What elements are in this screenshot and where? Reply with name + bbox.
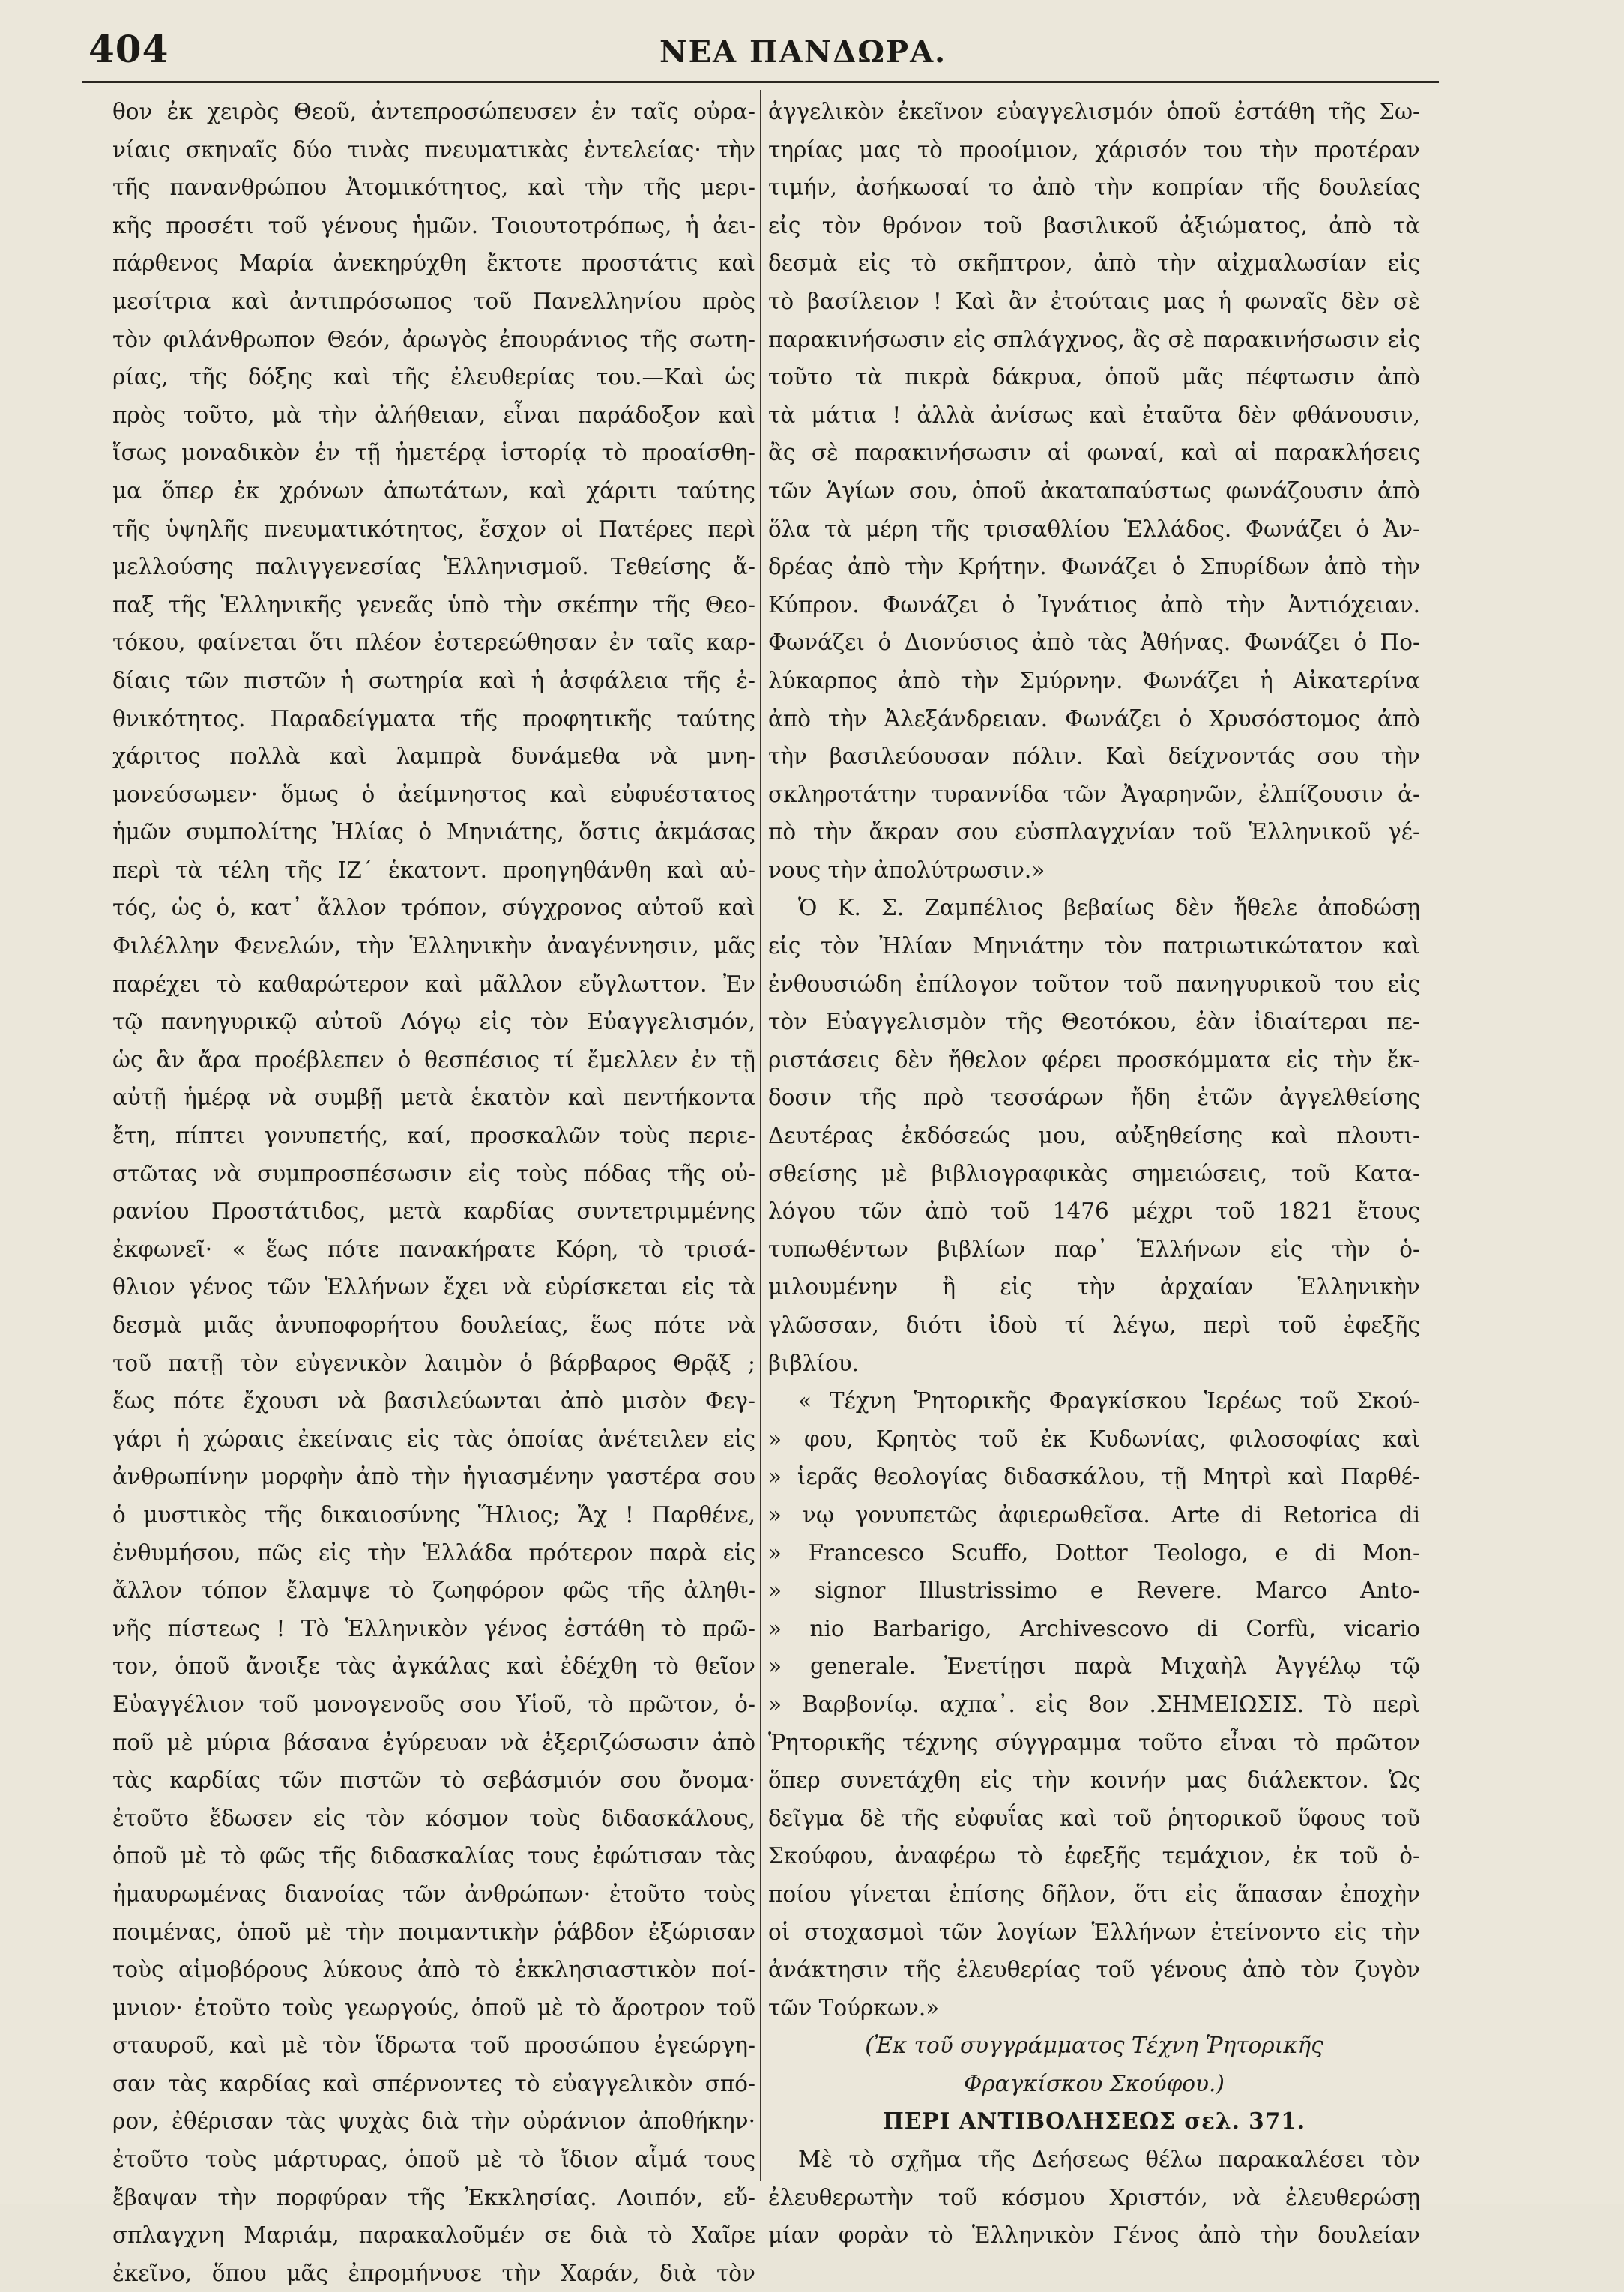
text-line: τηρίας μας τὸ προοίμιον, χάρισόν του τὴν προτέραν xyxy=(768,136,1420,163)
text-line: δίαις τῶν πιστῶν ἡ σωτηρία καὶ ἡ ἀσφάλεια τῆς ἐ- xyxy=(112,667,755,693)
text-line: τῆς ὑψηλῆς πνευματικότητος, ἔσχον οἱ Πατέρες περὶ xyxy=(112,516,755,542)
text-line: » generale. Ἐνετίῃσι παρὰ Μιχαὴλ Ἀγγέλῳ τῷ xyxy=(768,1653,1420,1680)
text-line: δρέας ἀπὸ τὴν Κρήτην. Φωνάζει ὁ Σπυρίδων ἀπὸ τὴν xyxy=(768,554,1420,580)
text-line: παρέχει τὸ καθαρώτερον καὶ μᾶλλον εὔγλωττον. Ἐν xyxy=(112,971,755,997)
text-line: Μὲ τὸ σχῆμα τῆς Δεήσεως θέλω παρακαλέσει τὸν xyxy=(798,2147,1420,2173)
text-line: τός, ὡς ὁ, κατ᾽ ἄλλον τρόπον, σύγχρονος αὐτοῦ καὶ xyxy=(112,895,755,921)
text-line: ἐτοῦτο ἔδωσεν εἰς τὸν κόσμον τοὺς διδασκάλους, xyxy=(112,1805,755,1831)
text-line: ἠμαυρωμένας διανοίας τῶν ἀνθρώπων· ἐτοῦτο τοὺς xyxy=(112,1881,755,1907)
text-line: ἐνθουσιώδη ἐπίλογον τοῦτον τοῦ πανηγυρικοῦ του εἰς xyxy=(768,971,1420,997)
right-column xyxy=(768,93,1420,2249)
text-line: μιλουμένην ἢ εἰς τὴν ἀρχαίαν Ἑλληνικὴν xyxy=(768,1274,1420,1300)
text-line: βιβλίου. xyxy=(768,1350,860,1376)
text-line: εἰς τὸν θρόνον τοῦ βασιλικοῦ ἀξιώματος, ἀπὸ τὰ xyxy=(768,212,1420,238)
text-line: ποῦ μὲ μύρια βάσανα ἐγύρευαν νὰ ἐξεριζώσωσιν ἀπὸ xyxy=(112,1729,755,1755)
text-line: τῶν Ἁγίων σου, ὁποῦ ἀκαταπαύστως φωνάζουσιν ἀπὸ xyxy=(768,477,1420,504)
text-line: ἴσως μοναδικὸν ἐν τῇ ἡμετέρᾳ ἱστορίᾳ τὸ προαίσθη- xyxy=(112,440,755,466)
text-line: ἔτη, πίπτει γονυπετής, καί, προσκαλῶν τοὺς περιε- xyxy=(112,1123,755,1149)
text-line: τυπωθέντων βιβλίων παρ᾽ Ἑλλήνων εἰς τὴν ὁ- xyxy=(768,1236,1420,1262)
text-line: ἐκεῖνο, ὅπου μᾶς ἐπρομήνυσε τὴν Χαράν, διὰ τὸν xyxy=(112,2260,755,2286)
text-line: κῆς προσέτι τοῦ γένους ἡμῶν. Τοιουτοτρόπως, ἡ ἀει- xyxy=(112,212,755,238)
text-line: εἰς τὸν Ἠλίαν Μηνιάτην τὸν πατριωτικώτατον καὶ xyxy=(768,933,1420,959)
text-line: δεῖγμα δὲ τῆς εὐφυΐας καὶ τοῦ ῥητορικοῦ ὕφους τοῦ xyxy=(768,1805,1420,1831)
text-line: τόκου, φαίνεται ὅτι πλέον ἐστερεώθησαν ἐν ταῖς καρ- xyxy=(112,630,755,656)
text-line: σκληροτάτην τυραννίδα τῶν Ἀγαρηνῶν, ἐλπίζουσιν ἀ- xyxy=(768,781,1420,807)
text-line: ἐτοῦτο τοὺς μάρτυρας, ὁποῦ μὲ τὸ ἴδιον αἷμά τους xyxy=(112,2147,755,2173)
page-number: 404 xyxy=(88,27,169,71)
text-line: » νῳ γονυπετῶς ἀφιερωθεῖσα. Arte di Retorica di xyxy=(768,1501,1420,1528)
text-line: ὡς ἂν ἄρα προέβλεπεν ὁ θεσπέσιος τί ἔμελλεν ἐν τῇ xyxy=(112,1046,755,1073)
text-line: ποίου γίνεται ἐπίσης δῆλον, ὅτι εἰς ἅπασαν ἐποχὴν xyxy=(768,1881,1420,1907)
left-column xyxy=(112,93,755,2286)
text-line: τοὺς αἱμοβόρους λύκους ἀπὸ τὸ ἐκκλησιαστικὸν ποί- xyxy=(112,1957,755,1983)
text-line: Ὁ Κ. Σ. Ζαμπέλιος βεβαίως δὲν ἤθελε ἀποδώσῃ xyxy=(798,895,1420,921)
text-line: Ῥητορικῆς τέχνης σύγγραμμα τοῦτο εἶναι τὸ πρῶτον xyxy=(768,1729,1420,1755)
text-line: ἄλλον τόπον ἔλαμψε τὸ ζωηφόρον φῶς τῆς ἀληθι- xyxy=(112,1578,755,1604)
text-line: ρον, ἐθέρισαν τὰς ψυχὰς διὰ τὴν οὐράνιον ἀποθήκην· xyxy=(112,2108,755,2135)
text-line: τον, ὁποῦ ἄνοιξε τὰς ἀγκάλας καὶ ἐδέχθη τὸ θεῖον xyxy=(112,1653,755,1680)
text-line: πρὸς τοῦτο, μὰ τὴν ἀλήθειαν, εἶναι παράδοξον καὶ xyxy=(112,402,755,428)
column-divider xyxy=(760,90,761,2181)
text-line: ποιμένας, ὁποῦ μὲ τὴν ποιμαντικὴν ῥάβδον ἐξώρισαν xyxy=(112,1919,755,1945)
source-citation: (Ἐκ τοῦ συγγράμματος Τέχνη Ῥητορικῆς xyxy=(865,2033,1323,2059)
text-line: αὐτῇ ἡμέρᾳ νὰ συμβῇ μετὰ ἑκατὸν καὶ πεντήκοντα xyxy=(112,1085,755,1111)
text-line: οἱ στοχασμοὶ τῶν λογίων Ἑλλήνων ἐτείνοντο εἰς τὴν xyxy=(768,1919,1420,1945)
text-line: νους τὴν ἀπολύτρωσιν.» xyxy=(768,857,1045,883)
text-line: τῆς πανανθρώπου Ἀτομικότητος, καὶ τὴν τῆς μερι- xyxy=(112,175,755,201)
text-line: δοσιν τῆς πρὸ τεσσάρων ἤδη ἐτῶν ἀγγελθείσης xyxy=(768,1085,1420,1111)
text-line: μα ὅπερ ἐκ χρόνων ἀπωτάτων, καὶ χάριτι ταύτης xyxy=(112,477,755,504)
text-line: τοῦτο τὰ πικρὰ δάκρυα, ὁποῦ μᾶς πέφτωσιν ἀπὸ xyxy=(768,364,1420,390)
text-line: στῶτας νὰ συμπροσπέσωσιν εἰς τοὺς πόδας τῆς οὐ- xyxy=(112,1160,755,1186)
text-line: ἀγγελικὸν ἐκεῖνον εὐαγγελισμόν ὁποῦ ἐστάθη τῆς Σω- xyxy=(768,99,1420,124)
text-line: « Τέχνη Ῥητορικῆς Φραγκίσκου Ἱερέως τοῦ Σκού- xyxy=(798,1388,1420,1414)
text-line: νίαις σκηναῖς δύο τινὰς πνευματικὰς ἐντελείας· τὴν xyxy=(112,136,755,163)
text-line: σθείσης μὲ βιβλιογραφικὰς σημειώσεις, τοῦ Κατα- xyxy=(768,1160,1420,1186)
text-line: πάρθενος Μαρία ἀνεκηρύχθη ἔκτοτε προστάτις καὶ xyxy=(112,250,755,277)
text-line: » signor Illustrissimo e Revere. Marco Anto- xyxy=(768,1578,1420,1604)
text-line: τῶν Τούρκων.» xyxy=(768,1994,940,2021)
text-line: λόγου τῶν ἀπὸ τοῦ 1476 μέχρι τοῦ 1821 ἔτους xyxy=(768,1198,1420,1225)
text-line: θλιον γένος τῶν Ἑλλήνων ἔχει νὰ εὑρίσκεται εἰς τὰ xyxy=(112,1274,755,1300)
text-line: τὰ μάτια ! ἀλλὰ ἀνίσως καὶ ἐταῦτα δὲν φθάνουσιν, xyxy=(768,402,1420,428)
text-line: ἡμῶν συμπολίτης Ἠλίας ὁ Μηνιάτης, ὅστις ἀκμάσας xyxy=(112,819,755,845)
text-line: ἐκφωνεῖ· « ἕως πότε πανακήρατε Κόρη, τὸ τρισά- xyxy=(112,1236,755,1262)
text-line: μελλούσης παλιγγενεσίας Ἑλληνισμοῦ. Τεθείσης ἅ- xyxy=(112,554,755,580)
text-line: Σκούφου, ἀναφέρω τὸ ἐφεξῆς τεμάχιον, ἐκ τοῦ ὁ- xyxy=(768,1843,1420,1869)
text-line: » Francesco Scuffo, Dottor Teologo, e di Mon- xyxy=(768,1539,1420,1566)
text-line: ἔβαψαν τὴν πορφύραν τῆς Ἐκκλησίας. Λοιπόν, εὔ- xyxy=(112,2184,755,2210)
text-line: γάρι ἡ χώραις ἐκείναις εἰς τὰς ὁποίας ἀνέτειλεν εἰς xyxy=(112,1426,755,1452)
text-line: τὸν Εὐαγγελισμὸν τῆς Θεοτόκου, ἐὰν ἰδιαίτεραι πε- xyxy=(768,1009,1420,1035)
text-line: ὅλα τὰ μέρη τῆς τρισαθλίου Ἑλλάδος. Φωνάζει ὁ Ἀν- xyxy=(768,516,1420,542)
text-line: ριστάσεις δὲν ἤθελον φέρει προσκόμματα εἰς τὴν ἔκ- xyxy=(768,1046,1420,1073)
text-line: ὁ μυστικὸς τῆς δικαιοσύνης Ἥλιος; Ἄχ ! Παρθένε, xyxy=(112,1501,755,1528)
text-line: » φου, Κρητὸς τοῦ ἐκ Κυδωνίας, φιλοσοφίας καὶ xyxy=(768,1426,1420,1452)
section-heading: ΠΕΡΙ ΑΝΤΙΒΟΛΗΣΕΩΣ σελ. 371. xyxy=(882,2108,1306,2135)
text-line: τῷ πανηγυρικῷ αὐτοῦ Λόγῳ εἰς τὸν Εὐαγγελισμόν, xyxy=(112,1009,755,1035)
text-line: ἀπὸ τὴν Ἀλεξάνδρειαν. Φωνάζει ὁ Χρυσόστομος ἀπὸ xyxy=(768,705,1420,732)
text-line: παξ τῆς Ἑλληνικῆς γενεᾶς ὑπὸ τὴν σκέπην τῆς Θεο- xyxy=(112,591,755,618)
text-line: νῆς πίστεως ! Τὸ Ἑλληνικὸν γένος ἐστάθη τὸ πρῶ- xyxy=(112,1615,755,1641)
text-line: λύκαρπος ἀπὸ τὴν Σμύρνην. Φωνάζει ἡ Αἰκατερίνα xyxy=(768,667,1420,693)
text-line: ρανίου Προστάτιδος, μετὰ καρδίας συντετριμμένης xyxy=(112,1198,755,1225)
text-line: χάριτος πολλὰ καὶ λαμπρὰ δυνάμεθα νὰ μνη- xyxy=(112,744,755,770)
text-line: σπλαγχνη Μαριάμ, παρακαλοῦμέν σε διὰ τὸ Χαῖρε xyxy=(112,2222,755,2249)
text-line: Κύπρον. Φωνάζει ὁ Ἰγνάτιος ἀπὸ τὴν Ἀντιόχειαν. xyxy=(768,591,1420,618)
text-line: ἐλευθερωτὴν τοῦ κόσμου Χριστόν, νὰ ἐλευθερώσῃ xyxy=(768,2184,1420,2210)
text-line: ἀνάκτησιν τῆς ἐλευθερίας τοῦ γένους ἀπὸ τὸν ζυγὸν xyxy=(768,1957,1420,1983)
text-line: Δευτέρας ἐκδόσεώς μου, αὐξηθείσης καὶ πλουτι- xyxy=(768,1123,1420,1149)
text-line: σταυροῦ, καὶ μὲ τὸν ἵδρωτα τοῦ προσώπου ἐγεώργη- xyxy=(112,2033,755,2059)
text-line: τὸ βασίλειον ! Καὶ ἂν ἐτούταις μας ἡ φωναῖς δὲν σὲ xyxy=(768,288,1420,314)
text-line: μονεύσωμεν· ὅμως ὁ ἀείμνηστος καὶ εὐφυέστατος xyxy=(112,781,755,807)
text-line: Εὐαγγέλιον τοῦ μονογενοῦς σου Υἱοῦ, τὸ πρῶτον, ὁ- xyxy=(112,1691,755,1717)
text-line: ἕως πότε ἔχουσι νὰ βασιλεύωνται ἀπὸ μισὸν Φεγ- xyxy=(112,1388,755,1414)
text-line: σαν τὰς καρδίας καὶ σπέρνοντες τὸ εὐαγγελικὸν σπό- xyxy=(112,2070,755,2096)
text-line: » nio Barbarigo, Archivescovo di Corfù, vicario xyxy=(768,1615,1420,1641)
text-line: » Βαρβονίῳ. αχπα᾽. εἰς 8ον .ΣΗΜΕΙΩΣΙΣ. Τὸ περὶ xyxy=(768,1691,1420,1717)
text-line: ἀνθρωπίνην μορφὴν ἀπὸ τὴν ἡγιασμένην γαστέρα σου xyxy=(112,1464,755,1490)
text-line: περὶ τὰ τέλη τῆς ΙΖ´ ἑκατοντ. προηγηθάνθη καὶ αὐ- xyxy=(112,857,755,883)
text-line: παρακινήσωσιν εἰς σπλάγχνος, ἂς σὲ παρακινήσωσιν εἰς xyxy=(768,326,1420,352)
text-line: μνιον· ἐτοῦτο τοὺς γεωργούς, ὁποῦ μὲ τὸ ἄροτρον τοῦ xyxy=(112,1994,755,2021)
text-line: δεσμὰ μιᾶς ἀνυποφορήτου δουλείας, ἕως πότε νὰ xyxy=(112,1312,755,1338)
running-title: ΝΕΑ ΠΑΝΔΩΡΑ. xyxy=(659,34,947,70)
text-line: θνικότητος. Παραδείγματα τῆς προφητικῆς ταύτης xyxy=(112,705,755,732)
text-line: τὸν φιλάνθρωπον Θεόν, ἀρωγὸς ἐπουράνιος τῆς σωτη- xyxy=(112,326,755,352)
text-line: τὰς καρδίας τῶν πιστῶν τὸ σεβάσμιόν σου ὄνομα· xyxy=(112,1767,755,1794)
text-line: δεσμὰ εἰς τὸ σκῆπτρον, ἀπὸ τὴν αἰχμαλωσίαν εἰς xyxy=(768,250,1420,277)
text-line: γλῶσσαν, διότι ἰδοὺ τί λέγω, περὶ τοῦ ἐφεξῆς xyxy=(768,1312,1420,1338)
text-line: μίαν φορὰν τὸ Ἑλληνικὸν Γένος ἀπὸ τὴν δουλείαν xyxy=(768,2222,1420,2249)
text-line: ὅπερ συνετάχθη εἰς τὴν κοινήν μας διάλεκτον. Ὡς xyxy=(768,1767,1420,1794)
header-rule xyxy=(82,81,1439,83)
text-line: τὴν βασιλεύουσαν πόλιν. Καὶ δείχνοντάς σου τὴν xyxy=(768,744,1420,770)
text-line: Φωνάζει ὁ Διονύσιος ἀπὸ τὰς Ἀθήνας. Φωνάζει ὁ Πο- xyxy=(768,630,1420,656)
text-line: τοῦ πατῇ τὸν εὐγενικὸν λαιμὸν ὁ βάρβαρος Θρᾷξ ; xyxy=(112,1350,755,1376)
text-line: ἐνθυμήσου, πῶς εἰς τὴν Ἑλλάδα πρότερον παρὰ εἰς xyxy=(112,1539,755,1566)
source-citation: Φραγκίσκου Σκούφου.) xyxy=(964,2070,1225,2096)
text-line: πὸ τὴν ἄκραν σου εὐσπλαγχνίαν τοῦ Ἑλληνικοῦ γέ- xyxy=(768,819,1420,845)
text-line: τιμήν, ἀσήκωσαί το ἀπὸ τὴν κοπρίαν τῆς δουλείας xyxy=(768,175,1420,201)
text-line: ἂς σὲ παρακινήσωσιν αἱ φωναί, καὶ αἱ παρακλήσεις xyxy=(768,440,1420,466)
text-line: » ἱερᾶς θεολογίας διδασκάλου, τῇ Μητρὶ καὶ Παρθέ- xyxy=(768,1464,1420,1490)
text-line: θον ἐκ χειρὸς Θεοῦ, ἀντεπροσώπευσεν ἐν ταῖς οὐρα- xyxy=(112,99,755,124)
text-line: ρίας, τῆς δόξης καὶ τῆς ἐλευθερίας του.—Καὶ ὡς xyxy=(112,364,755,390)
text-line: μεσίτρια καὶ ἀντιπρόσωπος τοῦ Πανελληνίου πρὸς xyxy=(112,288,755,314)
text-line: ὁποῦ μὲ τὸ φῶς τῆς διδασκαλίας τους ἐφώτισαν τὰς xyxy=(112,1843,755,1869)
text-line: Φιλέλλην Φενελών, τὴν Ἑλληνικὴν ἀναγέννησιν, μᾶς xyxy=(112,933,755,959)
